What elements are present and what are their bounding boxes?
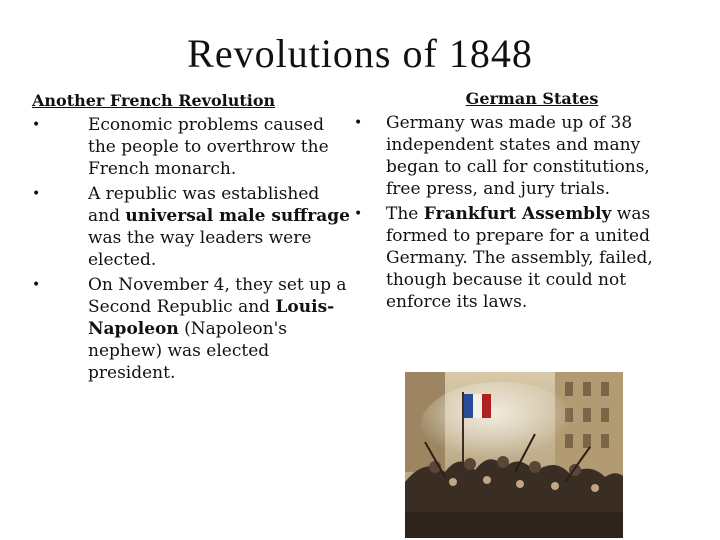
painting-foreground xyxy=(405,512,623,538)
bullet-icon: • xyxy=(354,115,363,131)
item-text-bold: Louis-Napoleon xyxy=(88,297,335,339)
list-item xyxy=(352,203,672,313)
item-text-pre: The xyxy=(386,204,424,224)
list-item xyxy=(32,114,352,180)
list-item xyxy=(32,274,352,384)
left-heading: Another French Revolution xyxy=(32,91,276,110)
item-text-bold: Frankfurt Assembly xyxy=(423,204,612,224)
item-text-post: was formed to prepare for a united Germany. The assembly, failed, though because it could not enforce its laws. xyxy=(386,204,653,312)
left-column xyxy=(32,90,352,387)
item-text: Economic problems caused the people to overthrow the French monarch. xyxy=(88,115,329,179)
item-text-post: was the way leaders were elected. xyxy=(88,228,312,270)
list-item xyxy=(32,183,352,271)
right-heading: German States xyxy=(465,89,599,108)
left-bullet-list xyxy=(32,114,352,384)
item-text-bold: universal male suffrage xyxy=(125,206,350,226)
bullet-icon: • xyxy=(32,186,41,202)
item-text-pre: A republic was established and xyxy=(88,184,320,226)
list-item xyxy=(352,112,672,200)
right-column xyxy=(352,88,672,316)
item-text: Germany was made up of 38 independent states and many began to call for constitutions, free press, and jury trials. xyxy=(386,113,650,199)
revolution-painting-image xyxy=(405,372,623,538)
bullet-icon: • xyxy=(32,117,41,133)
bullet-icon: • xyxy=(32,277,41,293)
item-text-pre: On November 4, they set up a Second Republic and xyxy=(88,275,347,317)
item-text-post: (Napoleon's nephew) was elected president. xyxy=(88,319,288,383)
bullet-icon: • xyxy=(354,206,363,222)
slide-title: Revolutions of 1848 xyxy=(187,31,533,76)
right-bullet-list xyxy=(352,112,672,313)
